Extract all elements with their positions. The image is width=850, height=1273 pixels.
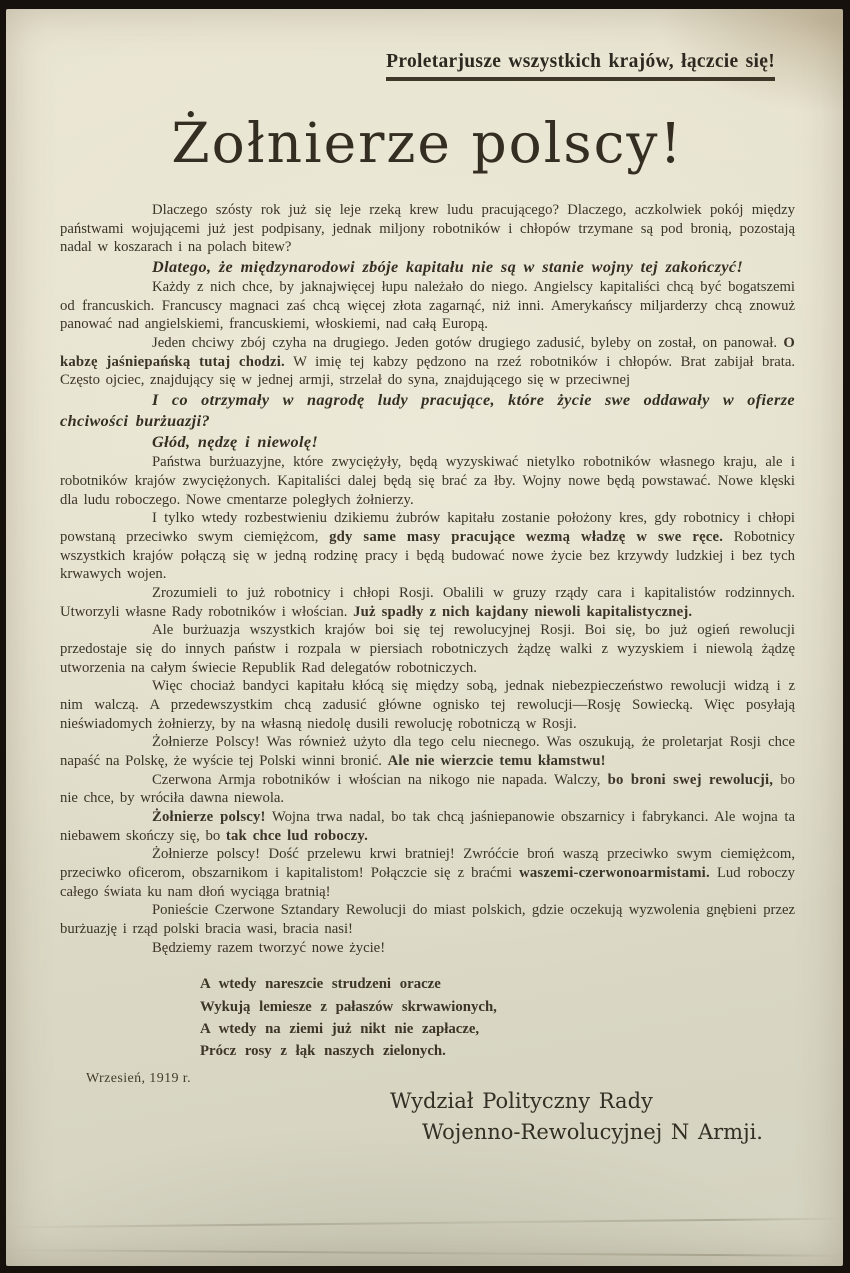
- slogan-row: [60, 51, 795, 81]
- paragraph-16: Ponieście Czerwone Sztandary Rewolucji do miast polskich, gdzie oczekują wyzwolenia gnębieni przez burżuazję i rząd polski bracia wasi, bracia nasi!: [60, 902, 795, 938]
- paragraph-12: Żołnierze Polscy! Was również użyto dla tego celu niecnego. Was oszukują, że proletarjat Rosji chce napaść na Polskę, że wyście tej Polski winni bronić. Ale nie wierzcie temu kłamstwu!: [60, 734, 795, 770]
- paragraph-17: Będziemy razem tworzyć nowe życie!: [152, 939, 386, 956]
- paragraph-11: Więc chociaż bandyci kapitału kłócą się między sobą, jednak niebezpieczeństwo rewolucji widzą i z nim walczą. A przedewszystkim chcą zadusić główne ognisko tej rewolucji—Rosję Sowiecką. Więc posyłają nieświadomych żołnierzy, by na własną niedolę dusili rewolucję robotniczą w Rosji.: [60, 678, 795, 732]
- paragraph-7: Państwa burżuazyjne, które zwyciężyły, będą wyzyskiwać nietylko robotników własnego kraju, ale i robotników krajów zwyciężonych. Kapitaliści dalej będą się brać za łby. Wojny nowe będą powstawać. Nowe klęski dla ludu roboczego. Nowe cmentarze poległych żołnierzy.: [60, 454, 795, 508]
- slogan: Proletarjusze wszystkich krajów, łączcie się!: [386, 51, 775, 81]
- paragraph-10: Ale burżuazja wszystkich krajów boi się tej rewolucyjnej Rosji. Boi się, bo już ogień rewolucji przedostaje się do innych państw i rozpala w piersiach robotniczych żądzę walki z wyzyskiem i niewolą żądzę utworzenia na całym świecie Republik Rad delegatów robotniczych.: [60, 622, 795, 676]
- paragraph-1: Dlaczego szósty rok już się leje rzeką krew ludu pracującego? Dlaczego, aczkolwiek pokój między państwami wojującemi już jest podpisany, jednak miljony robotników i chłopów trzymane są pod bronią, pozostają nadal w koszarach i na polach bitew?: [60, 202, 795, 256]
- page-title: Żołnierze polscy!: [171, 111, 684, 175]
- signature-block: [390, 1086, 795, 1147]
- poem-line-4: Prócz rosy z łąk naszych zielonych.: [200, 1043, 446, 1059]
- paragraph-13: Czerwona Armja robotników i włościan na nikogo nie napada. Walczy, bo broni swej rewolucji, bo nie chce, by wróciła dawna niewola.: [60, 771, 795, 807]
- leaflet-content: [6, 9, 843, 1147]
- paragraph-2: Dlatego, że międzynarodowi zbóje kapitału nie są w stanie wojny tej zakończyć!: [152, 258, 744, 277]
- paragraph-6: Głód, nędzę i niewolę!: [152, 433, 319, 452]
- paper-crease: [6, 1218, 843, 1229]
- poem-line-3: A wtedy na ziemi już nikt nie zapłacze,: [200, 1020, 480, 1037]
- paragraph-8: I tylko wtedy rozbestwieniu dzikiemu żubrów kapitału zostanie położony kres, gdy robotnicy i chłopi powstaną przeciwko swym ciemiężcom, gdy same masy pracujące wezmą władzę w swe ręce. Robotnicy wszystkich krajów połączą się w jedną rodzinę pracy i będą budować nowe życie bez krzywdy ludzkiej i bez tych krwawych wojen.: [60, 510, 796, 583]
- poem-line-1: A wtedy nareszcie strudzeni oracze: [200, 976, 441, 993]
- date-stamp: Wrzesień, 1919 r.: [86, 1071, 191, 1086]
- paragraph-3: Każdy z nich chce, by jaknajwięcej łupu należało do niego. Angielscy kapitaliści chcą być bogatszemi od francuskich. Francuscy magnaci zaś chcą więcej złota zagarnąć, niż inni. Amerykańscy miljarderzy chcą znowuż panować nad angielskiemi, francuskiemi, włoskiemi, nad całą Europą.: [60, 279, 795, 333]
- leaflet-page: [6, 9, 843, 1266]
- paragraph-14: Żołnierze polscy! Wojna trwa nadal, bo tak chcą jaśniepanowie obszarnicy i fabrykanci. Ale wojna ta niebawem skończy się, bo tak chce lud roboczy.: [60, 809, 795, 844]
- paragraph-15: Żołnierze polscy! Dość przelewu krwi bratniej! Zwróćcie broń waszą przeciwko swym ciemiężcom, przeciwko oficerom, obszarnikom i kapitalistom! Połączcie się z braćmi waszemi-czerwonoarmistami. Lud roboczy całego świata ku nam dłoń wyciąga bratnią!: [60, 846, 796, 900]
- signature-line-2: Wojenno-Rewolucyjnej N Armji.: [422, 1119, 763, 1144]
- paragraph-9: Zrozumieli to już robotnicy i chłopi Rosji. Obalili w gruzy rządy cara i kapitalistów rodzinnych. Utworzyli własne Rady robotników i włościan. Już spadły z nich kajdany niewoli kapitalistycznej.: [60, 585, 795, 620]
- poem: [200, 973, 795, 1062]
- poem-line-2: Wykują lemiesze z pałaszów skrwawionych,: [200, 998, 497, 1015]
- paper-crease: [6, 1249, 843, 1257]
- paragraph-5: I co otrzymały w nagrodę ludy pracujące, które życie swe oddawały w ofierze chciwości burżuazji?: [60, 391, 795, 431]
- body-text: [60, 201, 795, 957]
- paragraph-4: Jeden chciwy zbój czyha na drugiego. Jeden gotów drugiego zadusić, byleby on został, on panował. O kabzę jaśniepańską tutaj chodzi. W imię tej kabzy pędzono na rzeź robotników i chłopów. Brat zabijał brata. Często ojciec, znajdujący się w jednej armji, strzelał do syna, znajdującego się w przeciwnej: [60, 335, 796, 389]
- signature-line-1: Wydział Polityczny Rady: [390, 1089, 653, 1114]
